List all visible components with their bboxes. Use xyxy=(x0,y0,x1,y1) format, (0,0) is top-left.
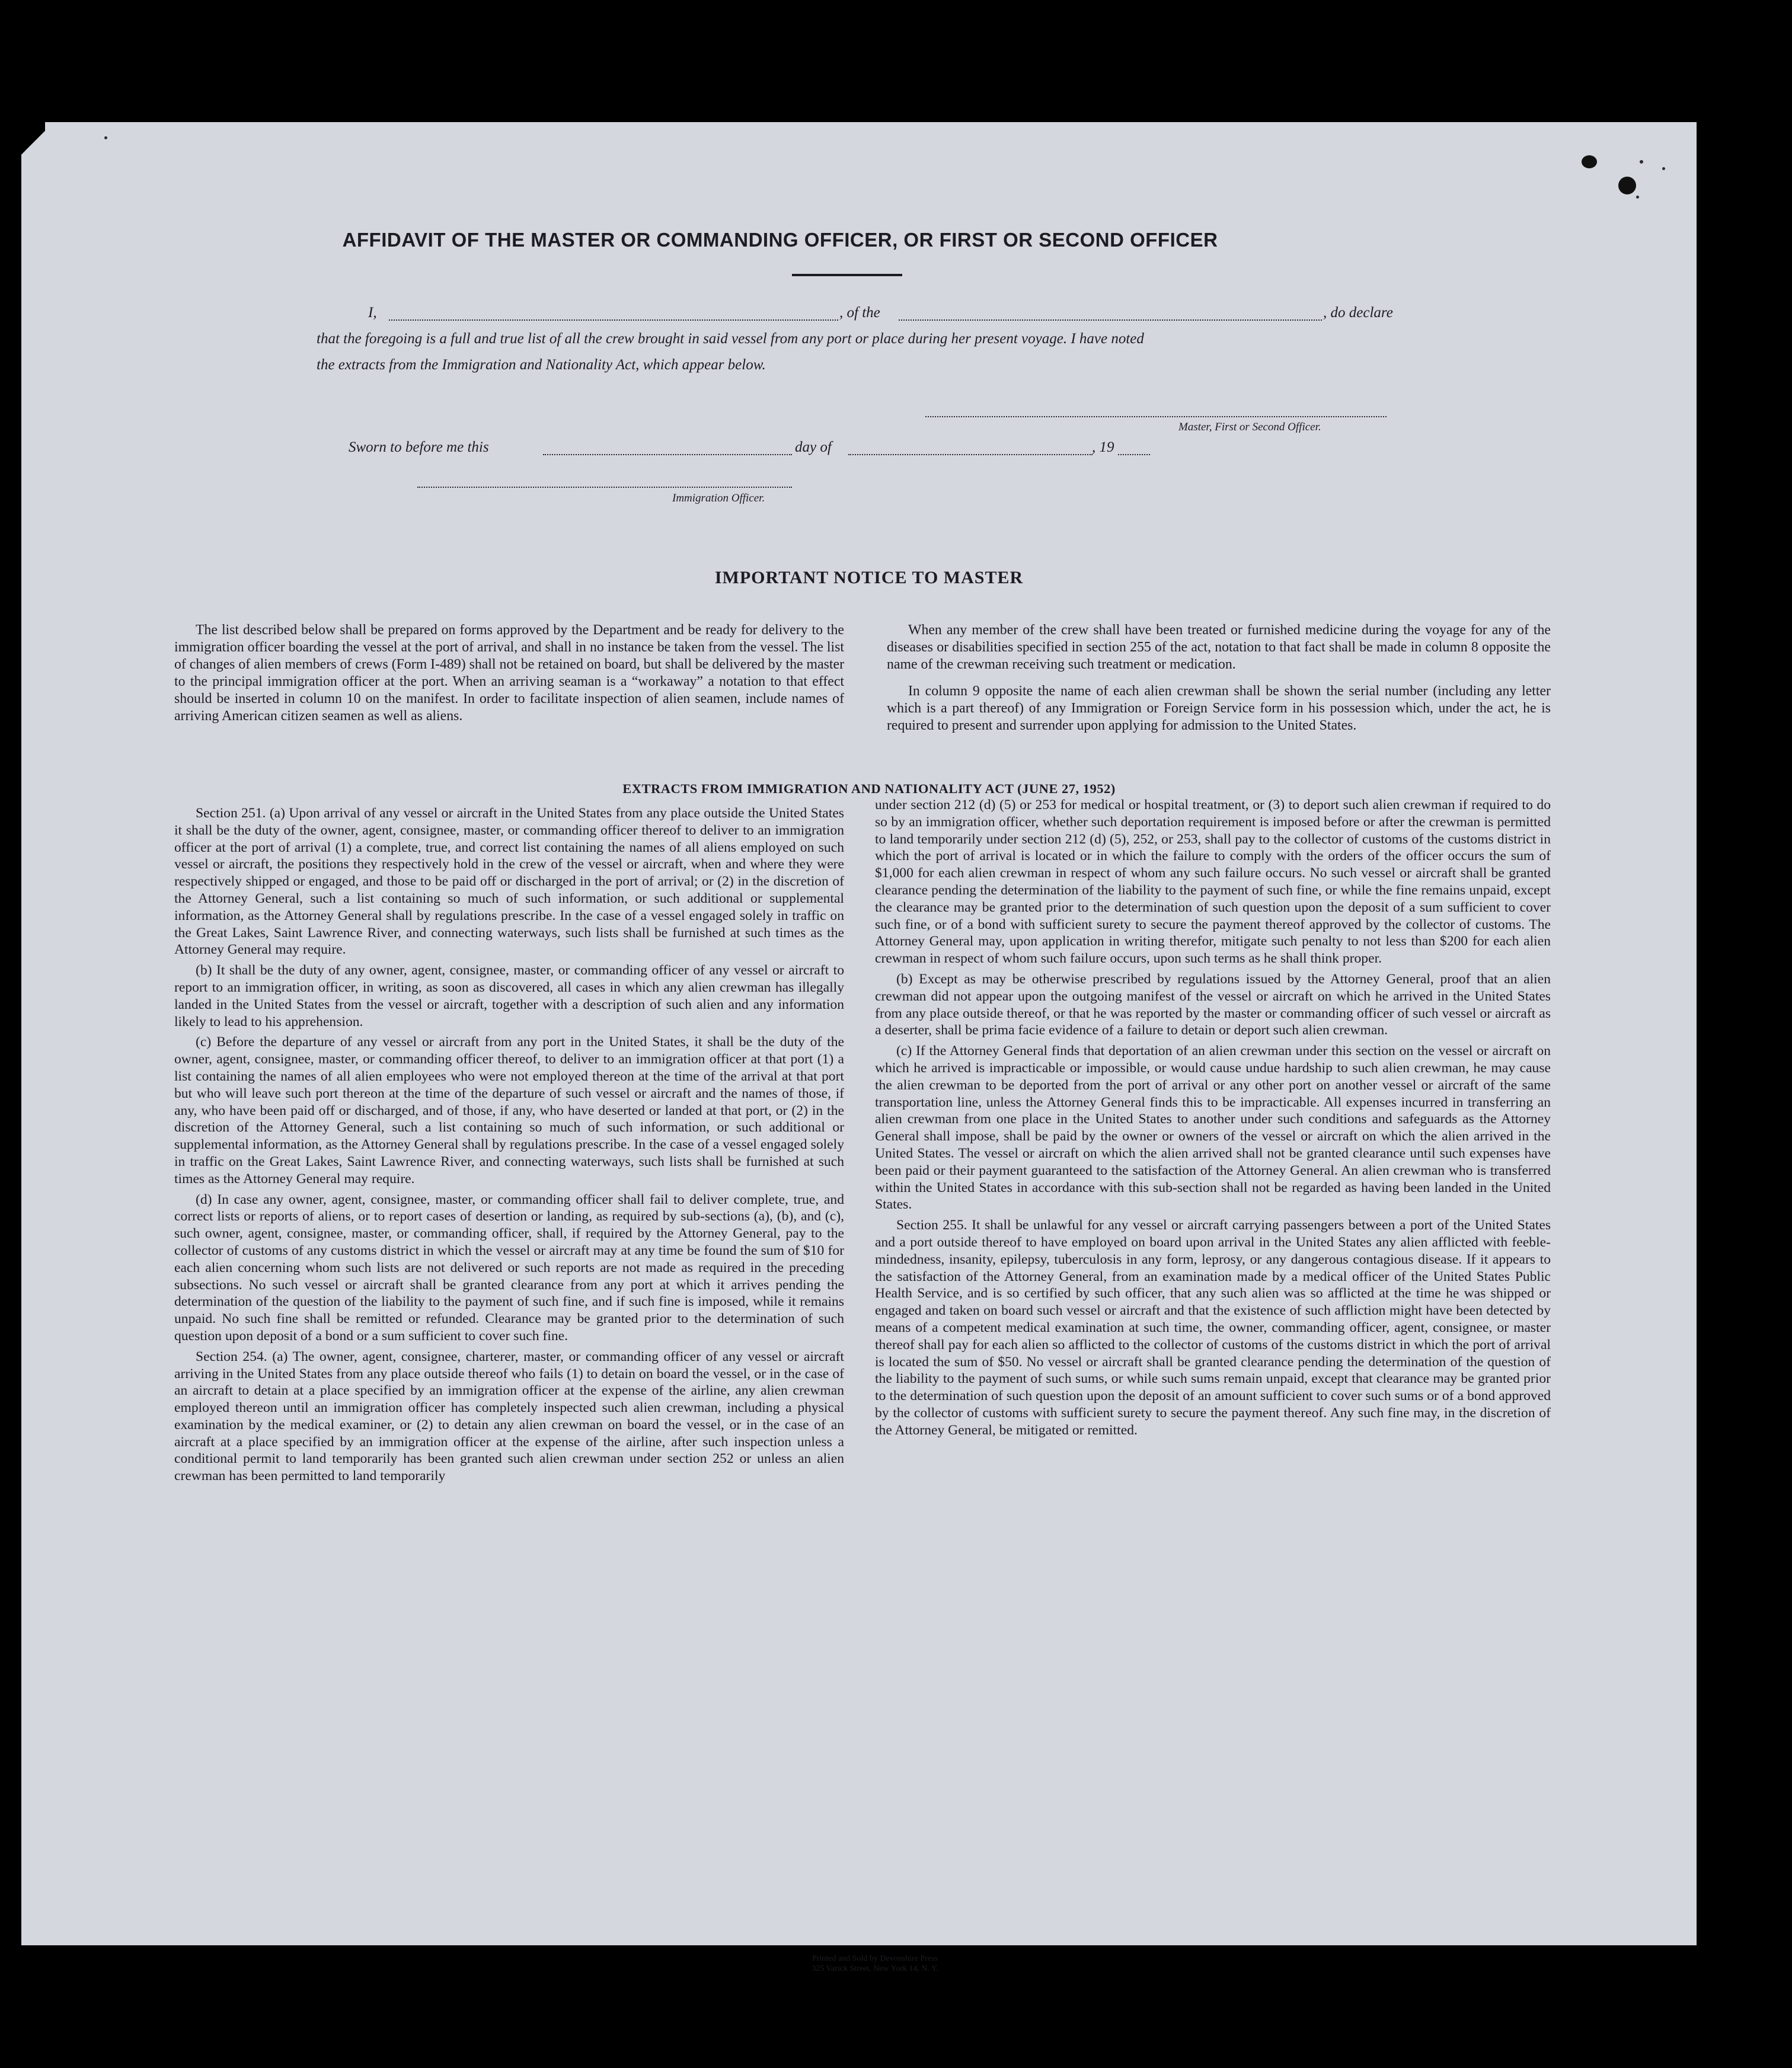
notice-right-column xyxy=(887,622,1551,734)
month-dotted-line xyxy=(848,454,1093,455)
extract-paragraph: (b) Except as may be otherwise prescribed by regulations issued by the Attorney General, proof that an alien crewman did not appear upon the outgoing manifest of the vessel or aircraft on which he arrived in the United States from any place outside thereof, or that he was reported by the master or commanding officer of such vessel or aircraft as a deserter, shall be prima facie evidence of a failure to detain or deport such alien crewman. xyxy=(875,971,1551,1038)
day-of-label: day of xyxy=(795,439,832,455)
document-page xyxy=(21,122,1697,1973)
year-label: , 19 xyxy=(1092,439,1114,455)
extracts-left-column xyxy=(174,805,844,1485)
affidavit-label-of-the: , of the xyxy=(839,305,880,321)
printer-line: 325 Varick Street, New York 14, N. Y. xyxy=(812,1964,938,1973)
sworn-day-dotted-line xyxy=(543,454,792,455)
master-signature-caption: Master, First or Second Officer. xyxy=(1178,421,1321,433)
ink-blot xyxy=(1618,177,1636,194)
extracts-title: EXTRACTS FROM IMMIGRATION AND NATIONALITY ACT (JUNE 27, 1952) xyxy=(622,781,1116,796)
affidavit-title: AFFIDAVIT OF THE MASTER OR COMMANDING OFFICER, OR FIRST OR SECOND OFFICER xyxy=(342,229,1218,251)
extract-paragraph: Section 254. (a) The owner, agent, consignee, charterer, master, or commanding officer of any vessel or aircraft arriving in the United States from any place outside thereof who fails (1) to detain on board the vessel, or in the case of an aircraft to detain at a place specified by an immigration officer at the expense of the airline, any alien crewman employed thereon until an immigration officer has completely inspected such alien crewman, including a physical examination by the medical examiner, or (2) to detain any alien crewman on board the vessel, or in the case of an aircraft at a place specified by an immigration officer at the expense of the airline, after such inspection unless a conditional permit to land temporarily has been granted such alien crewman under section 252 or unless an alien crewman has been permitted to land temporarily xyxy=(174,1348,844,1484)
notice-left-column: The list described below shall be prepared on forms approved by the Department and be ready for delivery to the immigration officer boarding the vessel at the port of arrival, and shall in no instance be taken from the vessel. The list of changes of alien members of crews (Form I-489) shall not be retained on board, but shall be delivered by the master to the principal immigration officer at the port. When an arriving seaman is a “workaway” a notation to that effect should be inserted in column 10 on the manifest. In order to facilitate inspection of alien seamen, include names of arriving American citizen seamen as well as aliens. xyxy=(174,622,844,724)
printer-imprint xyxy=(756,1954,994,1974)
folded-corner xyxy=(21,122,45,164)
title-rule xyxy=(792,274,902,276)
notice-right-paragraph: When any member of the crew shall have been treated or furnished medicine during the voyage for any of the diseases or disabilities specified in section 255 of the act, notation to that fact shall be made in column 8 opposite the name of the crewman receiving such treatment or medication. xyxy=(887,622,1551,672)
ink-speck xyxy=(1636,196,1639,199)
ink-blot xyxy=(1582,155,1597,168)
extract-paragraph: Section 251. (a) Upon arrival of any vessel or aircraft in the United States from any place outside the United States it shall be the duty of the owner, agent, consignee, master, or commanding officer thereof to deliver to an immigration officer at the port of arrival (1) a complete, true, and correct list containing the names of all aliens employed on such vessel or aircraft, the positions they respectively hold in the crew of the vessel or aircraft, when and where they were respectively shipped or engaged, and those to be paid off or discharged in the port of arrival; or (2) in the discretion of the Attorney General, such a list containing so much of such information, or such additional or supplemental information, as the Attorney General shall by regulations prescribe. In the case of a vessel engaged solely in traffic on the Great Lakes, Saint Lawrence River, and connecting waterways, such lists shall be furnished at such times as the Attorney General may require. xyxy=(174,806,844,958)
ink-speck xyxy=(1662,167,1665,170)
extract-paragraph: (c) If the Attorney General finds that deportation of an alien crewman under this section on the vessel or aircraft on which he arrived is impracticable or impossible, or would cause undue hardship to such alien crewman, he may cause the alien crewman to be deported from the port of arrival or any other port on another vessel or aircraft of the same transportation line, unless the Attorney General finds this to be impracticable. All expenses incurred in transferring an alien crewman from one place in the United States to another under such conditions and safeguards as the Attorney General shall impose, shall be paid by the owner or owners of the vessel or aircraft on which the alien arrived in the United States. The vessel or aircraft on which the alien arrived shall not be granted clearance until such expenses have been paid or their payment guaranteed to the satisfaction of the Attorney General. An alien crewman who is transferred within the United States in accordance with this sub-section shall not be regarded as having been landed in the United States. xyxy=(875,1043,1551,1213)
master-signature-line xyxy=(925,416,1387,417)
extract-paragraph: (c) Before the departure of any vessel or aircraft from any port in the United States, it shall be the duty of the owner, agent, consignee, master, or commanding officer thereof, to deliver to an immigration officer at that port (1) a list containing the names of all alien employees who were not employed thereon at the time of the arrival at that port but who will leave such port thereon at the time of the departure of such vessel or aircraft and the names of those, if any, who have been paid off or discharged, and of those, if any, who have deserted or landed at that port, or (2) in the discretion of the Attorney General, such a list containing so much of such information, or such additional or supplemental information, as the Attorney General shall by regulations prescribe. In the case of a vessel engaged solely in traffic on the Great Lakes, Saint Lawrence River, and connecting waterways, such lists shall be furnished at such times as the Attorney General may require. xyxy=(174,1034,844,1187)
printer-line: Printed and Sold by Devonshire Press xyxy=(812,1954,938,1963)
affidavit-label-i: I, xyxy=(368,305,377,321)
declaration-line-1: that the foregoing is a full and true list of all the crew brought in said vessel from any port or place during her present voyage. I have noted xyxy=(317,331,1144,347)
ink-speck xyxy=(1640,160,1643,164)
declaration-line-2: the extracts from the Immigration and Nationality Act, which appear below. xyxy=(317,357,766,373)
vessel-dotted-line xyxy=(899,319,1322,321)
extract-paragraph: Section 255. It shall be unlawful for any vessel or aircraft carrying passengers between a port of the United States and a port outside thereof to have employed on board upon arrival in the United States any alien afflicted with feeble-mindedness, insanity, epilepsy, tuberculosis in any form, leprosy, or any dangerous contagious disease. If it appears to the satisfaction of the Attorney General, from an examination made by a medical officer of the United States Public Health Service, and is so certified by such officer, that any such alien was so afflicted at the time he was shipped or engaged and taken on board such vessel or aircraft and that the existence of such affliction might have been detected by means of a competent medical examination at such time, the owner, commanding officer, agent, consignee, or master thereof shall pay for each alien so afflicted to the collector of customs of the customs district in which the port of arrival is located the sum of $50. No vessel or aircraft shall be granted clearance pending the determination of the question of the liability to the payment of such sums, or while such sums remain unpaid, except that clearance may be granted prior to the determination of such question upon the deposit of an amount sufficient to cover such sums or of a bond approved by the collector of customs with sufficient surety to secure the payment thereof. Any such fine may, in the discretion of the Attorney General, be mitigated or remitted. xyxy=(875,1217,1551,1438)
extracts-right-column xyxy=(875,797,1551,1439)
ink-speck xyxy=(104,136,107,139)
year-dotted-line xyxy=(1118,454,1150,455)
extract-paragraph: (b) It shall be the duty of any owner, agent, consignee, master, or commanding officer of any vessel or aircraft to report to an immigration officer, in writing, as soon as discovered, all cases in which any alien crewman has illegally landed in the United States from the vessel or aircraft, together with a description of such alien and any information likely to lead to his apprehension. xyxy=(174,963,844,1030)
affidavit-label-do-declare: , do declare xyxy=(1323,305,1393,321)
extract-paragraph: (d) In case any owner, agent, consignee, master, or commanding officer shall fail to deliver complete, true, and correct lists or reports of aliens, or to report cases of desertion or landing, as required by sub-sections (a), (b), and (c), such owner, agent, consignee, master, or commanding officer, shall, if required by the Attorney General, pay to the collector of customs of any customs district in which the vessel or aircraft may at any time be found the sum of $10 for each alien concerning whom such lists are not delivered or such reports are not made as required in the preceding subsections. No such vessel or aircraft shall be granted clearance from any port at which it arrives pending the determination of the question of the liability to the payment of such fine, and if such fine is imposed, while it remains unpaid. No such fine shall be remitted or refunded. Clearance may be granted prior to the determination of such question upon deposit of a bond or a sum sufficient to cover such fine. xyxy=(174,1191,844,1344)
immigration-officer-caption: Immigration Officer. xyxy=(672,492,765,504)
name-dotted-line xyxy=(389,319,838,321)
sworn-label: Sworn to before me this xyxy=(349,439,489,455)
extract-paragraph: under section 212 (d) (5) or 253 for medical or hospital treatment, or (3) to deport such alien crewman if required to do so by an immigration officer, whether such deportation requirement is imposed before or after the crewman is permitted to land temporarily under section 212 (d) (5), 252, or 253, shall pay to the collector of customs of the customs district in which the port of arrival is located or in which the failure to comply with the orders of the officer occurs the sum of $1,000 for each alien crewman in respect of whom any such failure occurs. No such vessel or aircraft shall be granted clearance pending the determination of the liability to the payment of such fine, or while the fine remains unpaid, except the clearance may be granted prior to the determination of such question upon the deposit of a sum sufficient to cover such fine, or of a bond with sufficient surety to secure the payment thereof approved by the collector of customs. The Attorney General may, upon application in writing therefor, mitigate such penalty to not less than $200 for each alien crewman in respect of whom such failure occurs, upon such terms as he shall think proper. xyxy=(875,797,1551,967)
notice-title: IMPORTANT NOTICE TO MASTER xyxy=(714,568,1024,587)
immigration-officer-signature-line xyxy=(417,487,792,488)
notice-right-paragraph: In column 9 opposite the name of each alien crewman shall be shown the serial number (including any letter which is a part thereof) of any Immigration or Foreign Service form in his possession which, under the act, he is required to present and surrender upon applying for admission to the United States. xyxy=(887,683,1551,733)
